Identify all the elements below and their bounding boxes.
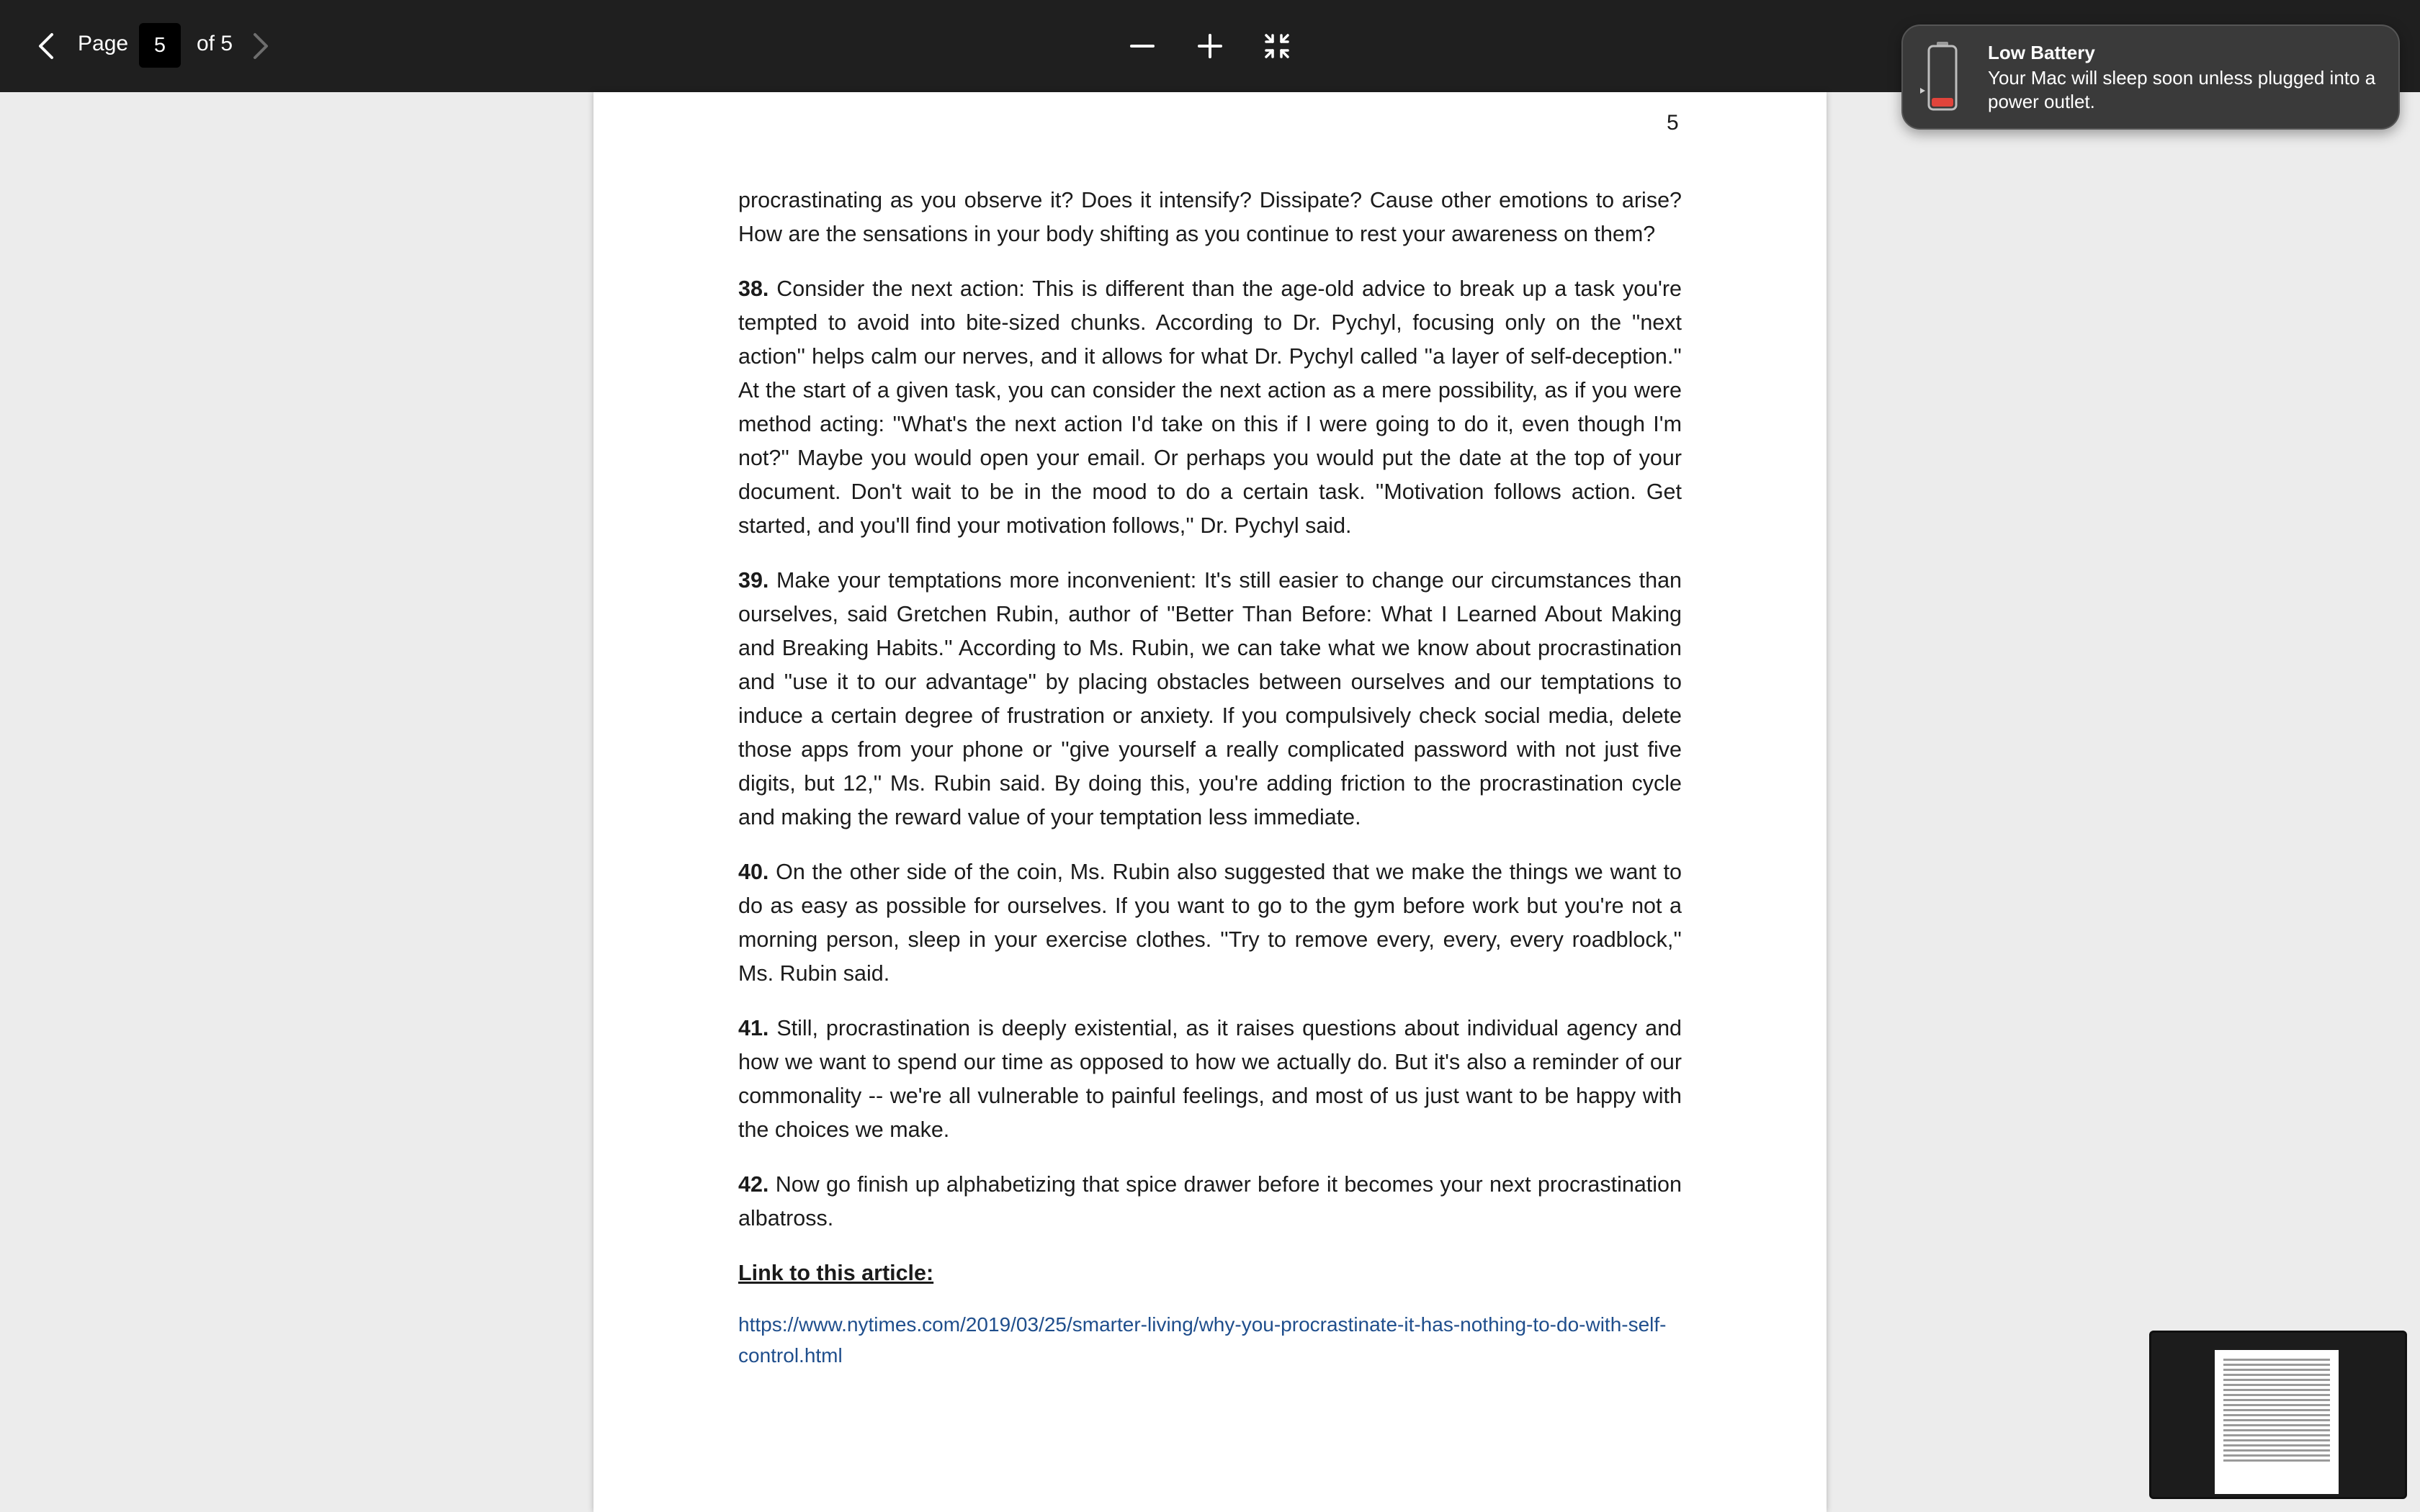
paragraph-number: 38.	[738, 276, 769, 301]
zoom-in-button[interactable]	[1190, 24, 1230, 68]
zoom-out-button[interactable]	[1122, 24, 1162, 68]
notification-title: Low Battery	[1988, 42, 2095, 63]
paragraph-text: Still, procrastination is deeply existential, as it raises questions about individual agency and how we want to spend our time as opposed to how we actually do. But it's also a reminder of our commonality -- we're all vulnerable to painful feelings, and most of us just want to be happy with the choices we make.	[738, 1016, 1682, 1142]
fit-page-button[interactable]	[1256, 24, 1298, 68]
paragraph-42	[738, 1168, 1682, 1236]
next-page-button[interactable]	[241, 24, 281, 68]
paragraph-number: 39.	[738, 568, 769, 593]
paragraph-text: On the other side of the coin, Ms. Rubin also suggested that we make the things we want to do as easy as possible for ourselves. If you want to go to the gym before work but you're not a morning person, sleep in your exercise clothes. ''Try to remove every, every, every roadblock,'' Ms. Rubin said.	[738, 860, 1682, 986]
chevron-left-icon	[36, 32, 56, 60]
paragraph	[738, 184, 1682, 251]
paragraph-41	[738, 1012, 1682, 1147]
battery-low-icon	[1919, 40, 1966, 115]
plus-icon	[1197, 33, 1223, 59]
total-pages-label: of 5	[197, 32, 233, 55]
page-label: Page	[78, 32, 129, 55]
article-link[interactable]: https://www.nytimes.com/2019/03/25/smarter-living/why-you-procrastinate-it-has-nothing-to-do-with-self-control.html	[738, 1313, 1667, 1367]
previous-page-button[interactable]	[26, 24, 66, 68]
link-heading: Link to this article:	[738, 1261, 934, 1285]
page-number-input[interactable]	[139, 23, 181, 68]
paragraph-number: 40.	[738, 860, 769, 884]
paragraph-text: Make your temptations more inconvenient: It's still easier to change our circumstances than ourselves, said Gretchen Rubin, author of ''Better Than Before: What I Learned About Making and Breaking Habits.'' According to Ms. Rubin, we can take what we know about procrastination and ''use it to our advantage'' by placing obstacles between ourselves and our temptations to induce a certain degree of frustration or anxiety. If you compulsively check social media, delete those apps from your phone or ''give yourself a really complicated password with not just five digits, but 12,'' Ms. Rubin said. By doing this, you're adding friction to the procrastination cycle and making the reward value of your temptation less immediate.	[738, 568, 1682, 829]
page-thumbnail[interactable]	[2149, 1331, 2407, 1499]
paragraph-40	[738, 855, 1682, 991]
paragraph-text: Consider the next action: This is different than the age-old advice to break up a task you're tempted to avoid into bite-sized chunks. According to Dr. Pychyl, focusing only on the ''next action'' helps calm our nerves, and it allows for what Dr. Pychyl called ''a layer of self-deception.'' At the start of a given task, you can consider the next action as a mere possibility, as if you were method acting: ''What's the next action I'd take on this if I were going to do it, even though I'm not?'' Maybe you would open your email. Or perhaps you would put the date at the top of your document. Don't wait to be in the mood to do a certain task. ''Motivation follows action. Get started, and you'll find your motivation follows,'' Dr. Pychyl said.	[738, 276, 1682, 538]
paragraph-number: 41.	[738, 1016, 769, 1040]
notification-body: Your Mac will sleep soon unless plugged into a power outlet.	[1988, 67, 2376, 112]
paragraph-39	[738, 564, 1682, 834]
paragraph-number: 42.	[738, 1172, 769, 1197]
paragraph-38	[738, 272, 1682, 543]
document-page	[593, 92, 1827, 1512]
collapse-icon	[1263, 32, 1291, 60]
thumbnail-page-preview	[2215, 1350, 2339, 1494]
low-battery-notification[interactable]	[1901, 24, 2400, 130]
paragraph-text: procrastinating as you observe it? Does it intensify? Dissipate? Cause other emotions to arise? How are the sensations in your body shifting as you continue to rest your awareness on them?	[738, 188, 1682, 246]
chevron-right-icon	[251, 32, 271, 60]
page-number: 5	[1667, 111, 1679, 135]
minus-icon	[1129, 33, 1155, 59]
paragraph-text: Now go finish up alphabetizing that spice drawer before it becomes your next procrastination albatross.	[738, 1172, 1682, 1230]
